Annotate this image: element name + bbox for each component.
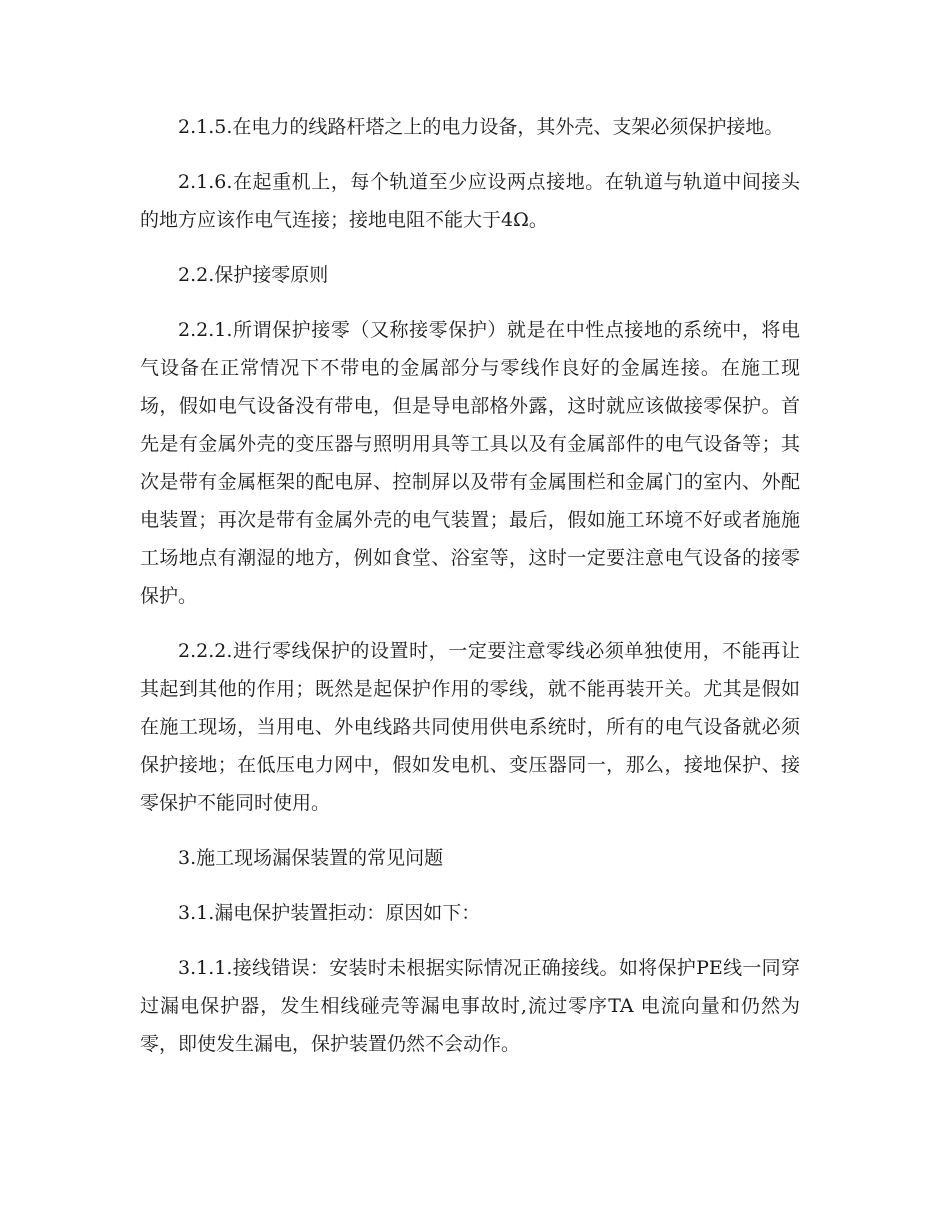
heading-3-1: 3.1.漏电保护装置拒动：原因如下： [178, 902, 481, 924]
heading-2-2: 2.2.保护接零原则 [178, 264, 329, 286]
heading-3: 3.施工现场漏保装置的常见问题 [178, 847, 444, 869]
paragraph-2-1-6: 2.1.6.在起重机上，每个轨道至少应设两点接地。在轨道与轨道中间接头的地方应该作电气连接；接地电阻不能大于4Ω。 [140, 171, 800, 231]
paragraph-3-1-1: 3.1.1.接线错误：安装时未根据实际情况正确接线。如将保护PE线一同穿过漏电保护器，发生相线碰壳等漏电事故时,流过零序TA 电流向量和仍然为零，即使发生漏电，保护装置仍然不会动作。 [140, 957, 800, 1055]
document-page [140, 108, 800, 1080]
paragraph-2-1-5: 2.1.5.在电力的线路杆塔之上的电力设备，其外壳、支架必须保护接地。 [178, 116, 784, 138]
paragraph-2-2-2: 2.2.2.进行零线保护的设置时，一定要注意零线必须单独使用，不能再让其起到其他的作用；既然是起保护作用的零线，就不能再装开关。尤其是假如在施工现场，当用电、外电线路共同使用供电系统时，所有的电气设备就必须保护接地；在低压电力网中，假如发电机、变压器同一，那么，接地保护、接零保护不能同时使用。 [140, 640, 800, 814]
paragraph-2-2-1: 2.2.1.所谓保护接零（又称接零保护）就是在中性点接地的系统中，将电气设备在正常情况下不带电的金属部分与零线作良好的金属连接。在施工现场，假如电气设备没有带电，但是导电部格外露，这时就应该做接零保护。首先是有金属外壳的变压器与照明用具等工具以及有金属部件的电气设备等；其次是带有金属框架的配电屏、控制屏以及带有金属围栏和金属门的室内、外配电装置；再次是带有金属外壳的电气装置；最后，假如施工环境不好或者施施工场地点有潮湿的地方，例如食堂、浴室等，这时一定要注意电气设备的接零保护。 [140, 319, 800, 607]
